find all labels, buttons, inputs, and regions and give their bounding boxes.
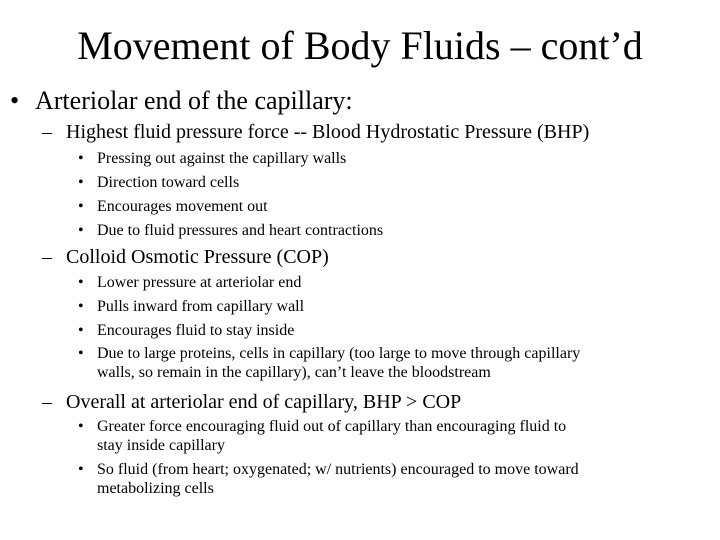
list-item xyxy=(78,461,708,501)
list-item xyxy=(78,197,708,217)
list-item xyxy=(78,321,708,341)
list-item-text-line: stay inside capillary xyxy=(97,437,225,454)
list-item-text: Due to fluid pressures and heart contractions xyxy=(97,222,384,239)
section-heading-text: Highest fluid pressure force -- Blood Hydrostatic Pressure (BHP) xyxy=(66,121,590,143)
list-item xyxy=(78,149,708,169)
list-item xyxy=(78,418,708,458)
main-point-text: Arteriolar end of the capillary: xyxy=(35,86,353,115)
list-item xyxy=(78,273,708,293)
list-item-text-line: Due to large proteins, cells in capillary (too large to move through capillary xyxy=(97,345,581,362)
bullet-marker: • xyxy=(78,222,84,239)
list-item-text-line: walls, so remain in the capillary), can’t leave the bloodstream xyxy=(97,364,491,381)
list-item xyxy=(78,173,708,193)
bullet-marker: • xyxy=(78,418,84,435)
list-item xyxy=(78,221,708,241)
section-bhp-heading xyxy=(42,120,712,144)
list-item-text: Pressing out against the capillary walls xyxy=(97,150,347,167)
bullet-marker: • xyxy=(78,274,84,291)
section-heading-text: Overall at arteriolar end of capillary, BHP > COP xyxy=(66,391,462,413)
list-item-text: Pulls inward from capillary wall xyxy=(97,298,305,315)
list-item xyxy=(78,297,708,317)
bullet-marker: • xyxy=(78,198,84,215)
section-heading-text: Colloid Osmotic Pressure (COP) xyxy=(66,246,329,268)
dash-marker: – xyxy=(42,391,52,413)
bullet-marker: • xyxy=(78,174,84,191)
bullet-marker: • xyxy=(78,461,84,478)
bullet-marker: • xyxy=(10,86,20,115)
list-item-text: Lower pressure at arteriolar end xyxy=(97,274,302,291)
bullet-marker: • xyxy=(78,322,84,339)
list-item-text-line: So fluid (from heart; oxygenated; w/ nutrients) encouraged to move toward xyxy=(97,461,579,478)
list-item-text: Direction toward cells xyxy=(97,174,240,191)
slide-title: Movement of Body Fluids – cont’d xyxy=(77,23,643,68)
bullet-marker: • xyxy=(78,298,84,315)
dash-marker: – xyxy=(42,121,52,143)
list-item-text-line: Greater force encouraging fluid out of capillary than encouraging fluid to xyxy=(97,418,567,435)
list-item-text-line: metabolizing cells xyxy=(97,480,214,497)
bullet-marker: • xyxy=(78,150,84,167)
list-item xyxy=(78,345,708,385)
dash-marker: – xyxy=(42,246,52,268)
main-bullet-point xyxy=(10,86,710,116)
list-item-text: Encourages fluid to stay inside xyxy=(97,322,295,339)
bullet-marker: • xyxy=(78,345,84,362)
list-item-text: Encourages movement out xyxy=(97,198,268,215)
section-overall-heading xyxy=(42,390,712,414)
section-cop-heading xyxy=(42,245,712,269)
